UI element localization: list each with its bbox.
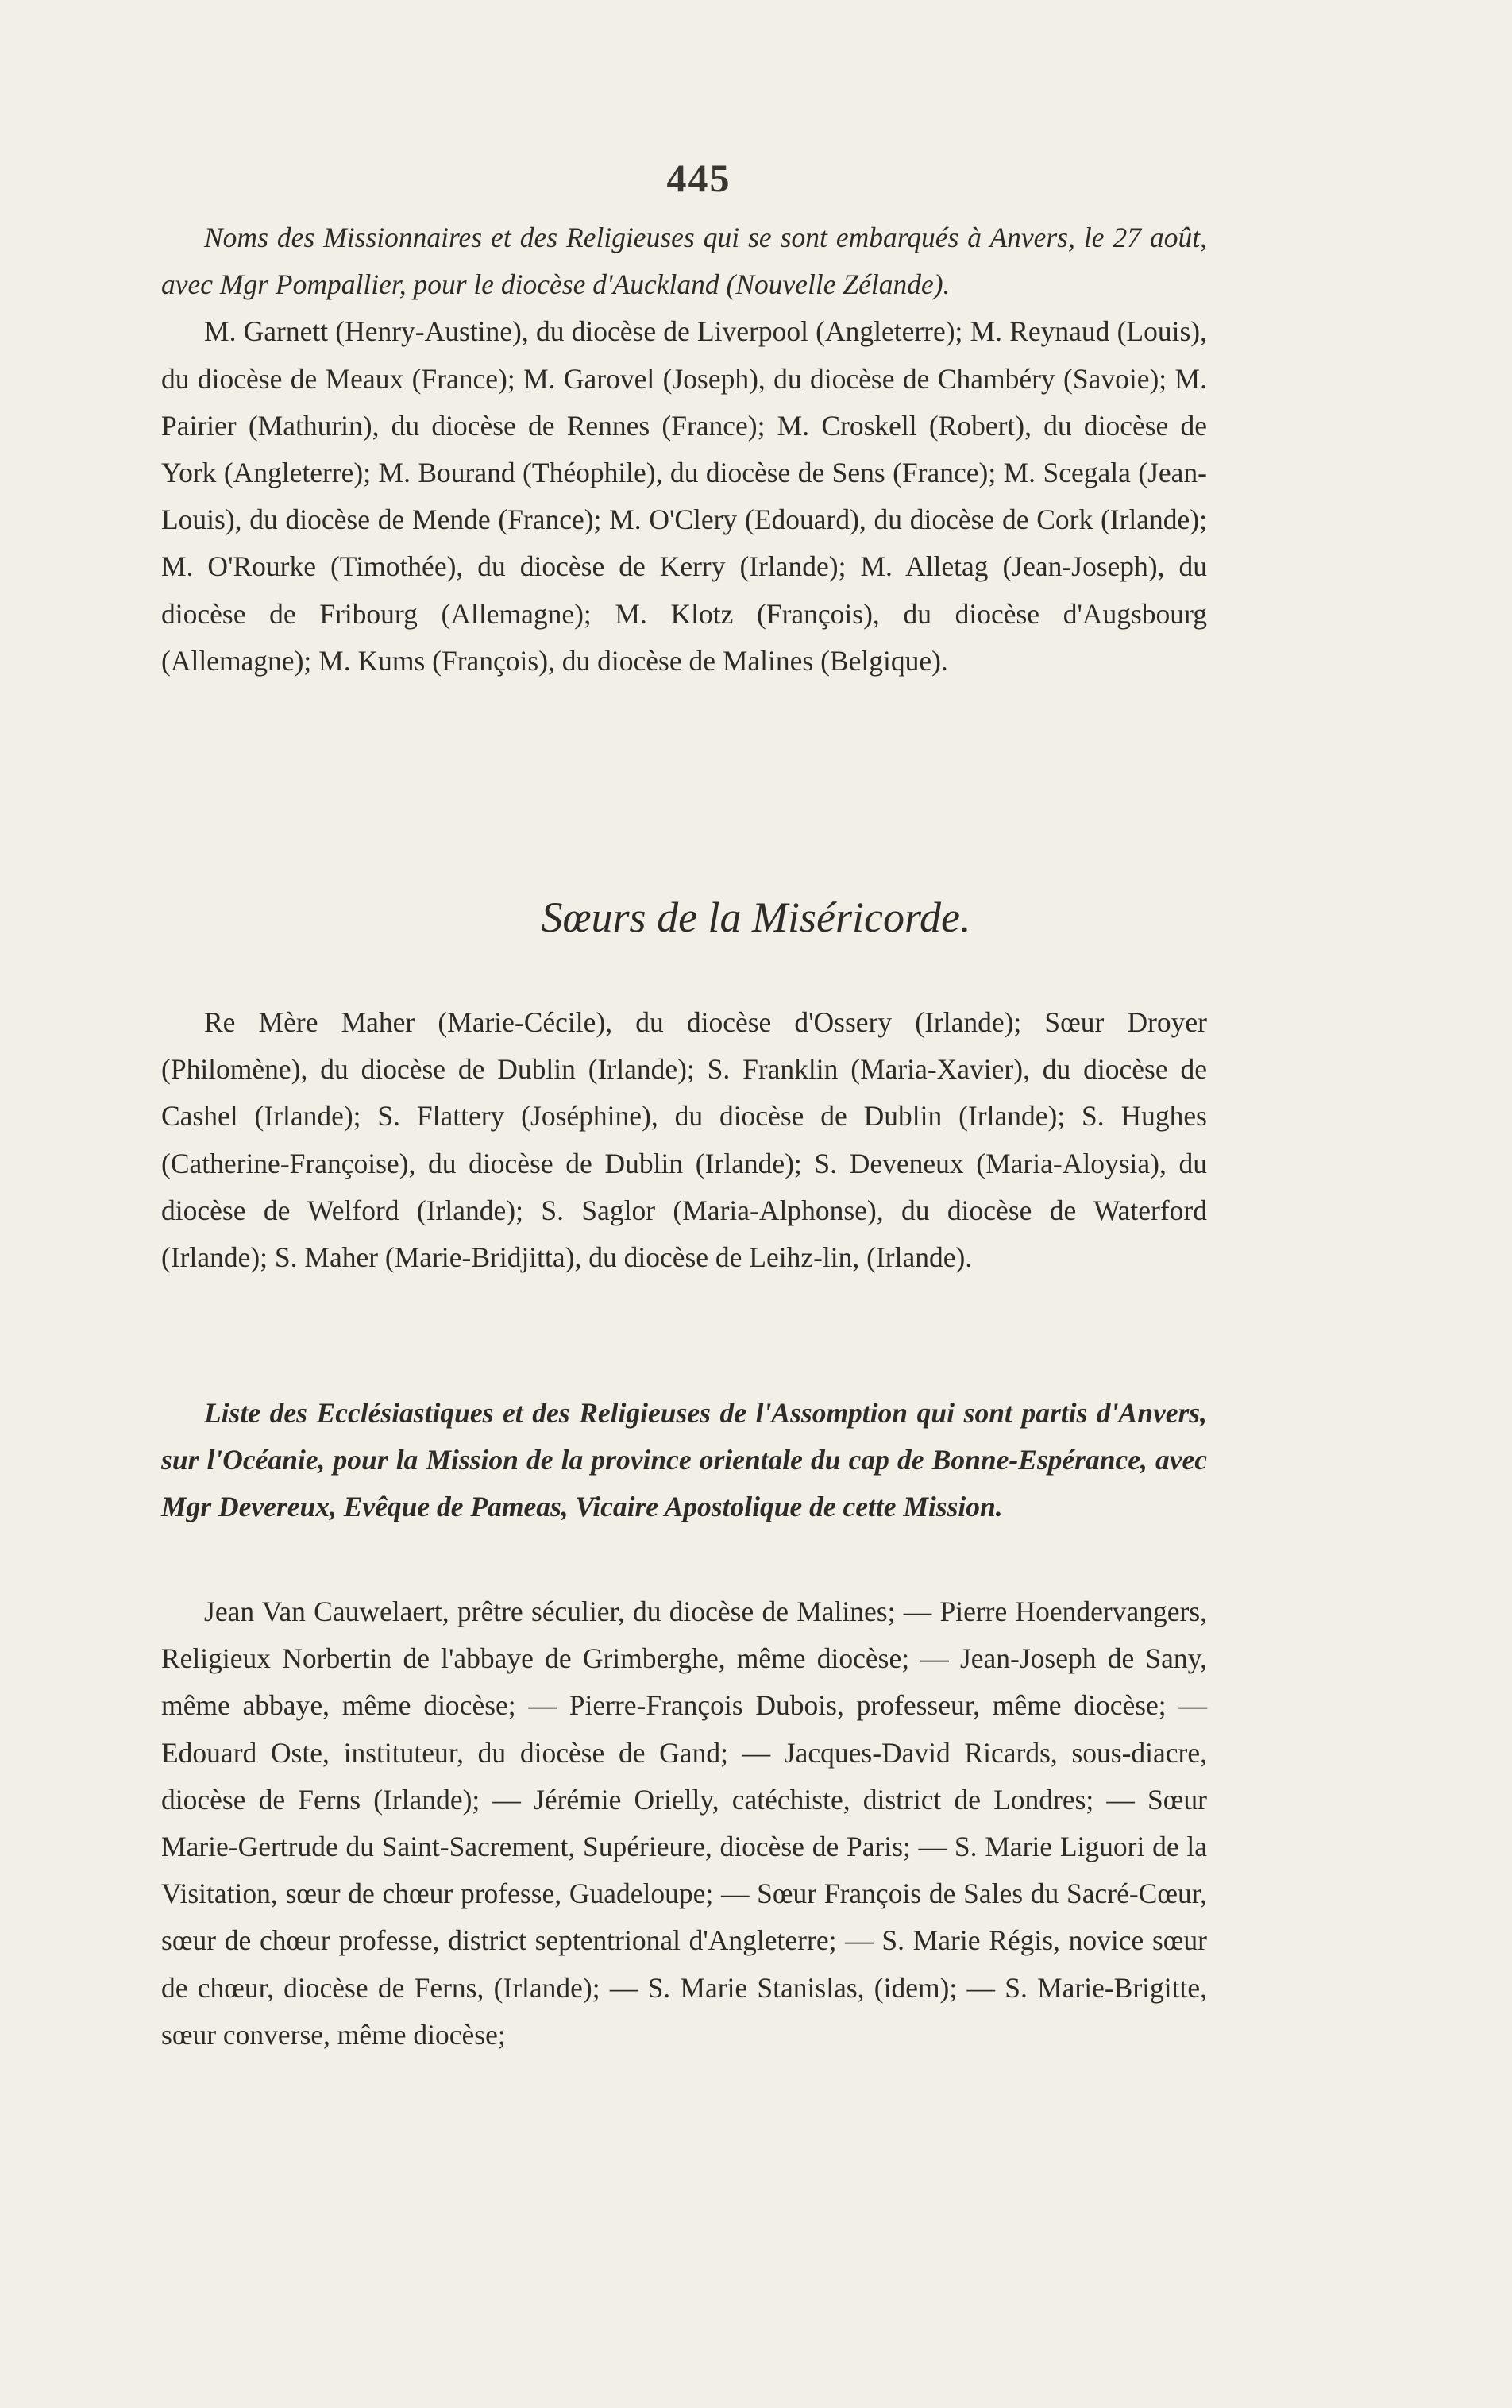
assomption-intro: Liste des Ecclésiastiques et des Religieuses de l'Assomption qui sont partis d'Anvers, sur l'Océanie, pour la Mission de la province orientale du cap de Bonne-Espérance, avec Mgr Devereux, Evêque de Pameas, Vicaire Apostolique de cette Mission. (161, 1397, 1207, 1523)
assomption-list: Jean Van Cauwelaert, prêtre séculier, du diocèse de Malines; — Pierre Hoendervangers, Religieux Norbertin de l'abbaye de Grimberghe, même diocèse; — Jean-Joseph de Sany, même abbaye, même diocèse; — Pierre-François Dubois, professeur, même diocèse; — Edouard Oste, instituteur, du diocèse de Gand; — Jacques-David Ricards, sous-diacre, diocèse de Ferns (Irlande); — Jérémie Orielly, catéchiste, district de Londres; — Sœur Marie-Gertrude du Saint-Sacrement, Supérieure, diocèse de Paris; — S. Marie Liguori de la Visitation, sœur de chœur professe, Guadeloupe; — Sœur François de Sales du Sacré-Cœur, sœur de chœur professe, district septentrional d'Angleterre; — S. Marie Régis, novice sœur de chœur, diocèse de Ferns, (Irlande); — S. Marie Stanislas, (idem); — S. Marie-Brigitte, sœur converse, même diocèse; (161, 1596, 1207, 2051)
assomption-section (161, 1588, 1207, 2059)
section-title-soeurs: Sœurs de la Miséricorde. (541, 893, 971, 941)
soeurs-section (161, 999, 1207, 1281)
missionaries-list: M. Garnett (Henry-Austine), du diocèse de Liverpool (Angleterre); M. Reynaud (Louis), du diocèse de Meaux (France); M. Garovel (Joseph), du diocèse de Chambéry (Savoie); M. Pairier (Mathurin), du diocèse de Rennes (France); M. Croskell (Robert), du diocèse de York (Angleterre); M. Bourand (Théophile), du diocèse de Sens (France); M. Scegala (Jean-Louis), du diocèse de Mende (France); M. O'Clery (Edouard), du diocèse de Cork (Irlande); M. O'Rourke (Timothée), du diocèse de Kerry (Irlande); M. Alletag (Jean-Joseph), du diocèse de Fribourg (Allemagne); M. Klotz (François), du diocèse d'Augsbourg (Allemagne); M. Kums (François), du diocèse de Malines (Belgique). (161, 315, 1207, 677)
soeurs-list: Re Mère Maher (Marie-Cécile), du diocèse d'Ossery (Irlande); Sœur Droyer (Philomène), du diocèse de Dublin (Irlande); S. Franklin (Maria-Xavier), du diocèse de Cashel (Irlande); S. Flattery (Joséphine), du diocèse de Dublin (Irlande); S. Hughes (Catherine-Françoise), du diocèse de Dublin (Irlande); S. Deveneux (Maria-Aloysia), du diocèse de Welford (Irlande); S. Saglor (Maria-Alphonse), du diocèse de Waterford (Irlande); S. Maher (Marie-Bridjitta), du diocèse de Leihz-lin, (Irlande). (161, 1006, 1207, 1274)
assomption-intro-block (161, 1390, 1207, 1531)
page-number: 445 (666, 156, 731, 200)
missionaries-intro: Noms des Missionnaires et des Religieuses qui se sont embarqués à Anvers, le 27 août, avec Mgr Pompallier, pour le diocèse d'Auckland (Nouvelle Zélande). (161, 222, 1207, 301)
missionaries-section (161, 214, 1207, 685)
